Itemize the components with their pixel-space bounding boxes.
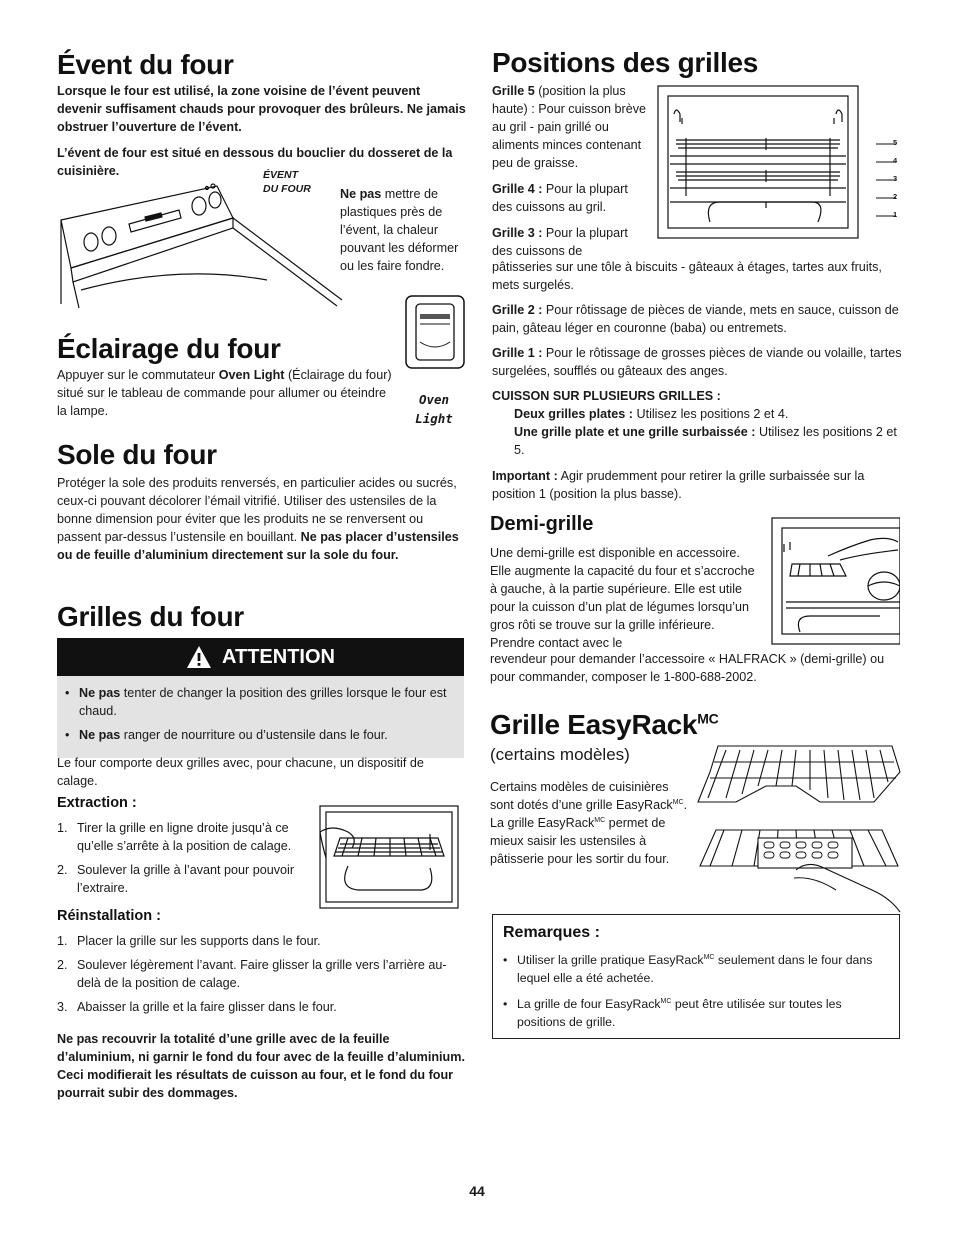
easyrack-drawing: [696, 742, 902, 914]
half-rack-drawing: [770, 516, 900, 646]
page-number: 44: [469, 1183, 485, 1199]
event-location: L’évent de four est situé en dessous du bouclier du dosseret de la cuisinière.: [57, 146, 453, 178]
attention-bullet: • Ne pas ranger de nourriture ou d’ustensile dans le four.: [65, 726, 452, 744]
remarques-bullet: • La grille de four EasyRack$^{MC}$ peut être utilisée sur toutes les positions de grille.: [503, 995, 889, 1031]
oven-light-switch: [404, 294, 466, 370]
step-text: Soulever la grille à l’avant pour pouvoir l’extraire.: [77, 863, 295, 895]
demi-title: Demi-grille: [490, 513, 594, 535]
extraction-block: [57, 793, 307, 903]
attention-bullet: • Ne pas tenter de changer la position des grilles lorsque le four est chaud.: [65, 684, 452, 720]
extraction-title: Extraction :: [57, 795, 137, 811]
reinstall-list: [57, 932, 467, 1016]
multi-rack-option1: Deux grilles plates : Utilisez les positions 2 et 4.: [514, 407, 789, 421]
step-text: Placer la grille sur les supports dans le four.: [77, 934, 321, 948]
grille3-text-start: Grille 3 : Pour la plupart des cuissons de: [492, 226, 628, 258]
important-note: Important : Agir prudemment pour retirer la grille surbaissée sur la position 1 (position la plus basse).: [492, 469, 865, 501]
vent-note-bold: Ne pas: [340, 187, 382, 201]
step-item: [57, 932, 467, 950]
oven-light-label: Oven Light: [415, 392, 453, 426]
step-item: [57, 819, 307, 855]
extraction-list: [57, 819, 307, 897]
rack-position-labels: [893, 134, 897, 224]
attention-body: [57, 676, 464, 758]
remarques-bullet: • Utiliser la grille pratique EasyRack$^{MC}$ seulement dans le four dans lequel elle a été achetée.: [503, 951, 889, 987]
step-item: [57, 956, 467, 992]
oven-rack-positions-drawing: [656, 84, 904, 240]
multi-rack-option2: Une grille plate et une grille surbaissée : Utilisez les positions 2 et 5.: [514, 425, 897, 457]
demi-text-start: Une demi-grille est disponible en accessoire. Elle augmente la capacité du four et s’accroche à gauche, à la partie supérieure. Elle est utile pour la cuisson d’un plat de légumes lorsqu’un gros rôti se trouve sur la grille inférieure. Prendre contact avec le: [490, 546, 755, 650]
rack-extraction-drawing: [318, 804, 460, 910]
easyrack-text: Certains modèles de cuisinières sont dotés d’une grille EasyRack$^{MC}$. La grille EasyRack$^{MC}$ permet de mieux saisir les ustensiles à pâtisserie pour les sortir du four.: [490, 780, 688, 866]
step-item: [57, 861, 307, 897]
grilles-title: Grilles du four: [57, 601, 244, 632]
event-title: Évent du four: [57, 49, 234, 80]
step-number: 3.: [57, 1000, 68, 1014]
eclairage-section: [57, 334, 397, 420]
half-rack-illustration: [770, 516, 900, 646]
positions-upper-text: [492, 82, 648, 260]
grilles-section: [57, 602, 464, 758]
demi-text-end: revendeur pour demander l’accessoire « HALFRACK » (demi-grille) ou pour commander, composer le 1-800-688-2002.: [490, 652, 885, 684]
grilles-final-warning: Ne pas recouvrir la totalité d’une grille avec de la feuille d’aluminium, ni garnir le fond du four avec de la feuille d’aluminium. Ceci modifierait les résultats de cuisson au four, et le fond du four pourrait subir des dommages.: [57, 1032, 465, 1100]
vent-callout-line2: DU FOUR: [263, 183, 311, 195]
step-text: Abaisser la grille et la faire glisser dans le four.: [77, 1000, 337, 1014]
event-warning: Lorsque le four est utilisé, la zone voisine de l’évent peuvent devenir suffisament chauds pour provoquer des brûleurs. Ne jamais obstruer l’ouverture de l’évent.: [57, 84, 466, 134]
remarques-box: [492, 914, 900, 1039]
demi-section: [490, 512, 760, 652]
grille1-text: Grille 1 : Pour le rôtissage de grosses pièces de viande ou volaille, tartes surgelées, soufflés ou gâteaux des anges.: [492, 346, 902, 378]
sole-title: Sole du four: [57, 439, 217, 470]
vent-callout: [263, 168, 311, 196]
rack-label-5: 5: [893, 138, 898, 147]
eclairage-text: Appuyer sur le commutateur Oven Light (Éclairage du four) situé sur le tableau de commande pour allumer ou éteindre la lampe.: [57, 368, 392, 418]
sole-text: Protéger la sole des produits renversés, en particulier acides ou sucrés, ceux-ci pouvant décolorer l’émail vitrifié. Utiliser des ustensiles de la bonne dimension pour éviter que les produits ne se renversent ou passent par-dessus l’ustensile en bouillant. Ne pas placer d’ustensiles ou de feuille d’aluminium directement sur la sole du four.: [57, 476, 459, 562]
left-column: [57, 50, 467, 180]
step-number: 1.: [57, 934, 68, 948]
rack-extraction-illustration: [318, 804, 460, 910]
light-switch-drawing: [404, 294, 466, 370]
easyrack-title: Grille EasyRack$^{MC}$: [490, 709, 719, 740]
grilles-intro: Le four comporte deux grilles avec, pour chacune, un dispositif de calage.: [57, 756, 424, 788]
multi-rack-title: CUISSON SUR PLUSIEURS GRILLES :: [492, 389, 721, 403]
attention-label: ATTENTION: [222, 646, 335, 668]
grille3-text-cont: pâtisseries sur une tôle à biscuits - gâteaux à étages, tartes aux fruits, mets surgelés.: [492, 260, 882, 292]
positions-title: Positions des grilles: [492, 47, 759, 78]
easyrack-illustration: [696, 742, 902, 914]
grille2-text: Grille 2 : Pour rôtissage de pièces de viande, mets en sauce, cuisson de pain, gâteau léger en couronne (baba) ou entremets.: [492, 303, 899, 335]
step-number: 1.: [57, 821, 68, 835]
positions-section: [492, 48, 902, 78]
rack-label-1: 1: [893, 210, 898, 219]
sole-section: [57, 440, 467, 564]
grille4-text: Grille 4 : Pour la plupart des cuissons au gril.: [492, 182, 628, 214]
warning-triangle-icon: [186, 645, 212, 669]
rack-positions-illustration: [656, 84, 904, 240]
positions-lower-text: [492, 258, 902, 503]
vent-callout-line1: ÉVENT: [263, 169, 299, 181]
rack-label-3: 3: [893, 174, 898, 183]
reinstall-title: Réinstallation :: [57, 908, 161, 924]
rack-label-4: 4: [893, 156, 898, 165]
vent-note-text: mettre de plastiques près de l’évent, la chaleur pouvant les déformer ou les faire fondre.: [340, 187, 459, 273]
vent-note: [340, 185, 468, 275]
reinstall-block: [57, 906, 467, 1022]
step-text: Soulever légèrement l’avant. Faire glisser la grille vers l’arrière au-delà de la position de calage.: [77, 958, 447, 990]
rack-label-2: 2: [893, 192, 898, 201]
step-number: 2.: [57, 958, 68, 972]
step-text: Tirer la grille en ligne droite jusqu’à ce qu’elle s’arrête à la position de calage.: [77, 821, 292, 853]
step-item: [57, 998, 467, 1016]
easyrack-subtitle: (certains modèles): [490, 745, 630, 764]
step-number: 2.: [57, 863, 68, 877]
easyrack-section: [490, 710, 720, 868]
remarques-title: Remarques :: [503, 924, 600, 941]
grille5-text: Grille 5 (position la plus haute) : Pour cuisson brève au gril - pain grillé ou aliments minces contenant peu de graisse.: [492, 84, 647, 170]
eclairage-title: Éclairage du four: [57, 333, 281, 364]
attention-banner: [57, 638, 464, 676]
